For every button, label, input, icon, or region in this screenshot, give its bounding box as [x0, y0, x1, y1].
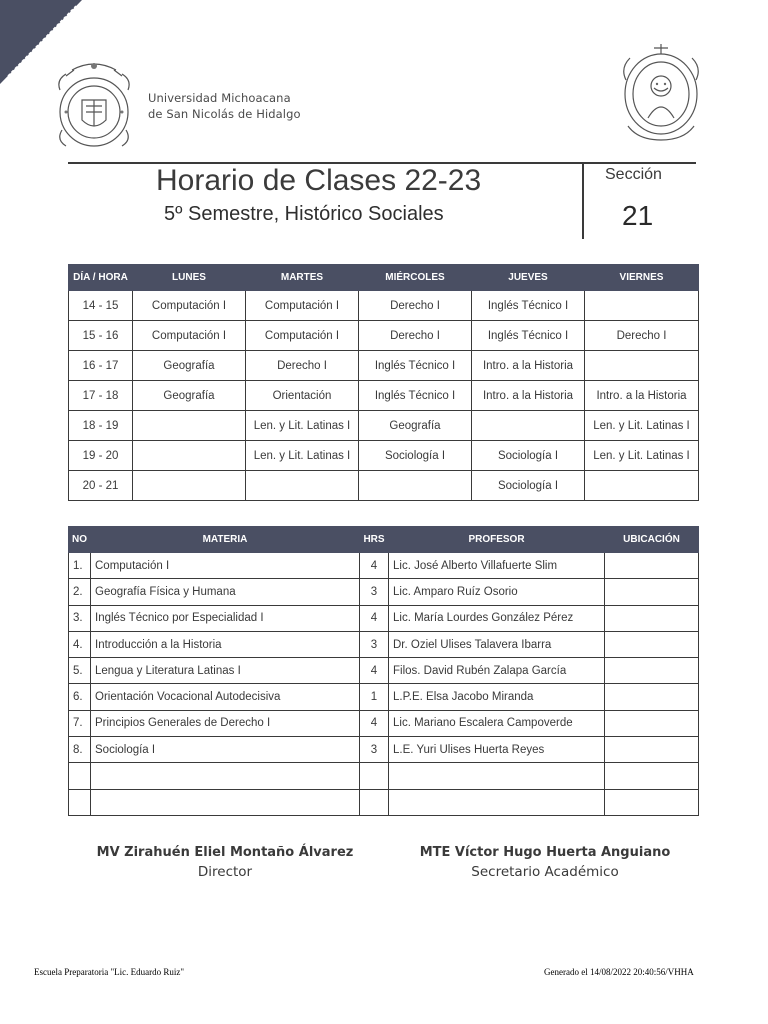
schedule-cell: Len. y Lit. Latinas I [246, 441, 359, 471]
subjects-cell [605, 631, 699, 657]
subjects-cell: Orientación Vocacional Autodecisiva [91, 684, 360, 710]
schedule-cell [585, 351, 699, 381]
subjects-cell [91, 763, 360, 789]
schedule-cell [133, 441, 246, 471]
page-title: Horario de Clases 22-23 [156, 164, 482, 197]
subjects-cell: 1. [69, 553, 91, 579]
schedule-cell: Inglés Técnico I [472, 321, 585, 351]
schedule-header-cell: MARTES [246, 265, 359, 291]
subjects-cell [605, 579, 699, 605]
schedule-row [69, 291, 699, 321]
schedule-cell: Len. y Lit. Latinas I [246, 411, 359, 441]
schedule-row [69, 381, 699, 411]
schedule-header-cell: LUNES [133, 265, 246, 291]
university-name-line1: Universidad Michoacana [148, 91, 291, 105]
schedule-header-cell: JUEVES [472, 265, 585, 291]
subjects-cell: Lic. José Alberto Villafuerte Slim [389, 553, 605, 579]
university-name-line2: de San Nicolás de Hidalgo [148, 107, 301, 121]
subjects-header-cell: PROFESOR [389, 527, 605, 553]
subjects-cell [605, 763, 699, 789]
subjects-cell: L.E. Yuri Ulises Huerta Reyes [389, 737, 605, 763]
subject-row [69, 684, 699, 710]
section-value: 21 [622, 200, 654, 231]
schedule-cell: Intro. a la Historia [472, 381, 585, 411]
schedule-cell: 17 - 18 [69, 381, 133, 411]
schedule-cell [246, 471, 359, 501]
page-subtitle: 5º Semestre, Histórico Sociales [164, 203, 444, 225]
schedule-cell: 16 - 17 [69, 351, 133, 381]
schedule-header-cell: VIERNES [585, 265, 699, 291]
section-label: Sección [605, 166, 662, 183]
schedule-header-cell: DÍA / HORA [69, 265, 133, 291]
schedule-cell: Sociología I [472, 471, 585, 501]
subjects-header-cell: UBICACIÓN [605, 527, 699, 553]
subject-row [69, 631, 699, 657]
subjects-cell: Filos. David Rubén Zalapa García [389, 658, 605, 684]
schedule-cell: Derecho I [585, 321, 699, 351]
university-name [148, 90, 301, 122]
schedule-cell [359, 471, 472, 501]
schedule-cell: Sociología I [472, 441, 585, 471]
schedule-cell: Computación I [133, 321, 246, 351]
secretary-name: MTE Víctor Hugo Huerta Anguiano [419, 845, 671, 860]
schedule-cell [472, 411, 585, 441]
subjects-cell: Inglés Técnico por Especialidad I [91, 605, 360, 631]
subjects-cell: 2. [69, 579, 91, 605]
schedule-cell: Len. y Lit. Latinas I [585, 411, 699, 441]
footer-generated: Generado el 14/08/2022 20:40:56/VHHA [544, 967, 694, 977]
schedule-cell: 15 - 16 [69, 321, 133, 351]
title-divider [582, 164, 584, 239]
schedule-cell [133, 471, 246, 501]
schedule-cell: Computación I [133, 291, 246, 321]
schedule-cell: Derecho I [359, 291, 472, 321]
subjects-cell: 5. [69, 658, 91, 684]
subjects-cell: 3 [360, 631, 389, 657]
subjects-cell: 4. [69, 631, 91, 657]
schedule-cell: Derecho I [359, 321, 472, 351]
schedule-row [69, 321, 699, 351]
schedule-row [69, 441, 699, 471]
subjects-cell: 3 [360, 737, 389, 763]
schedule-cell: Inglés Técnico I [359, 381, 472, 411]
footer-school: Escuela Preparatoria "Lic. Eduardo Ruiz" [34, 967, 185, 977]
subjects-cell: 6. [69, 684, 91, 710]
subjects-cell: Lic. Amparo Ruíz Osorio [389, 579, 605, 605]
subject-row [69, 789, 699, 815]
subject-row [69, 737, 699, 763]
subjects-cell: Lic. Mariano Escalera Campoverde [389, 710, 605, 736]
subjects-cell: Dr. Oziel Ulises Talavera Ibarra [389, 631, 605, 657]
subjects-cell: 4 [360, 710, 389, 736]
schedule-cell: Intro. a la Historia [585, 381, 699, 411]
subjects-cell: Lengua y Literatura Latinas I [91, 658, 360, 684]
subjects-cell: Geografía Física y Humana [91, 579, 360, 605]
schedule-cell: Inglés Técnico I [359, 351, 472, 381]
schedule-cell: Computación I [246, 291, 359, 321]
schedule-cell: Len. y Lit. Latinas I [585, 441, 699, 471]
subjects-cell: 4 [360, 553, 389, 579]
subjects-cell: 4 [360, 605, 389, 631]
schedule-cell: 20 - 21 [69, 471, 133, 501]
subjects-cell: 3 [360, 579, 389, 605]
secretary-role: Secretario Académico [471, 864, 619, 880]
schedule-cell: Geografía [133, 381, 246, 411]
schedule-cell: Orientación [246, 381, 359, 411]
school-seal-logo [618, 40, 704, 144]
schedule-cell [585, 291, 699, 321]
schedule-cell: 14 - 15 [69, 291, 133, 321]
subjects-cell [389, 763, 605, 789]
subjects-cell: Lic. María Lourdes González Pérez [389, 605, 605, 631]
subjects-cell: Principios Generales de Derecho I [91, 710, 360, 736]
subjects-cell [605, 710, 699, 736]
subjects-cell: 4 [360, 658, 389, 684]
subjects-header-row [69, 527, 699, 553]
schedule-cell: Geografía [359, 411, 472, 441]
schedule-row [69, 351, 699, 381]
director-name: MV Zirahuén Eliel Montaño Álvarez [96, 845, 354, 860]
director-signature [90, 845, 360, 880]
subjects-cell: 8. [69, 737, 91, 763]
schedule-cell: Derecho I [246, 351, 359, 381]
subject-row [69, 579, 699, 605]
director-role: Director [197, 864, 253, 880]
subjects-cell: Introducción a la Historia [91, 631, 360, 657]
schedule-row [69, 471, 699, 501]
subjects-cell [605, 737, 699, 763]
schedule-cell: 18 - 19 [69, 411, 133, 441]
subjects-cell [69, 789, 91, 815]
schedule-cell [133, 411, 246, 441]
subjects-cell [389, 789, 605, 815]
subjects-header-cell: MATERIA [91, 527, 360, 553]
subjects-cell [605, 658, 699, 684]
subject-row [69, 605, 699, 631]
subjects-cell [605, 684, 699, 710]
subject-row [69, 763, 699, 789]
schedule-cell: 19 - 20 [69, 441, 133, 471]
subjects-header-cell: HRS [360, 527, 389, 553]
schedule-cell: Inglés Técnico I [472, 291, 585, 321]
subject-row [69, 710, 699, 736]
subjects-cell [69, 763, 91, 789]
subjects-cell: Computación I [91, 553, 360, 579]
subjects-cell [91, 789, 360, 815]
subject-row [69, 658, 699, 684]
schedule-cell: Intro. a la Historia [472, 351, 585, 381]
subjects-cell: 7. [69, 710, 91, 736]
subjects-cell: 1 [360, 684, 389, 710]
schedule-cell [585, 471, 699, 501]
subjects-cell: 3. [69, 605, 91, 631]
schedule-header-cell: MIÉRCOLES [359, 265, 472, 291]
subjects-cell [605, 789, 699, 815]
subjects-table [68, 526, 699, 816]
schedule-cell: Computación I [246, 321, 359, 351]
schedule-row [69, 411, 699, 441]
subject-row [69, 553, 699, 579]
subjects-header-cell: NO [69, 527, 91, 553]
university-seal-logo [52, 60, 136, 152]
subjects-cell: L.P.E. Elsa Jacobo Miranda [389, 684, 605, 710]
subjects-cell: Sociología I [91, 737, 360, 763]
subjects-cell [605, 605, 699, 631]
schedule-cell: Geografía [133, 351, 246, 381]
schedule-header-row [69, 265, 699, 291]
subjects-cell [360, 789, 389, 815]
schedule-cell: Sociología I [359, 441, 472, 471]
schedule-table [68, 264, 699, 501]
secretary-signature [405, 845, 685, 880]
subjects-cell [605, 553, 699, 579]
subjects-cell [360, 763, 389, 789]
